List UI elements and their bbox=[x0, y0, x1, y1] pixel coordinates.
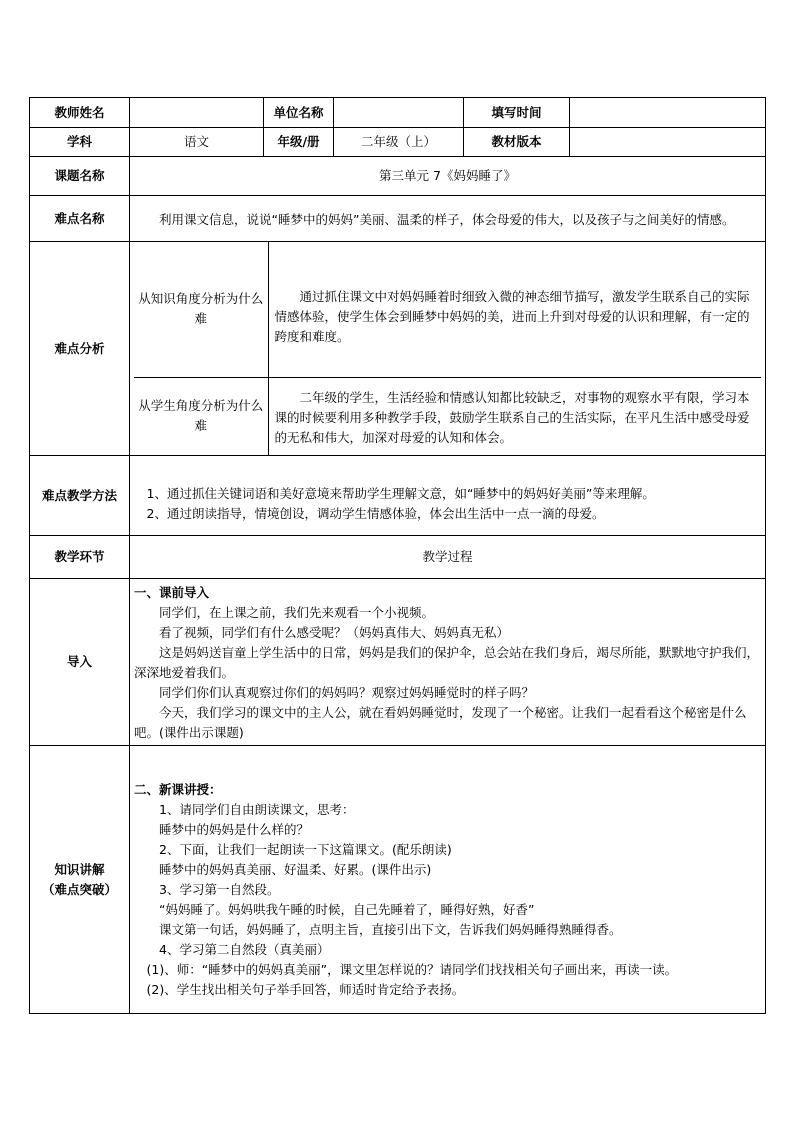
subject-value: 语文 bbox=[130, 128, 264, 157]
process-stage-label: 教学环节 bbox=[30, 536, 130, 579]
row-subject bbox=[30, 128, 766, 157]
edition-label: 教材版本 bbox=[464, 128, 570, 157]
knowledge-heading: 二、新课讲授： bbox=[134, 781, 222, 797]
unit-value bbox=[334, 98, 464, 128]
row-lesson bbox=[30, 157, 766, 196]
row-teacher bbox=[30, 98, 766, 128]
grade-value: 二年级（上） bbox=[334, 128, 464, 157]
knowledge-line: 4、学习第二自然段（真美丽） bbox=[159, 941, 330, 957]
date-value bbox=[570, 98, 766, 128]
grade-label: 年级/册 bbox=[264, 128, 334, 157]
edition-value bbox=[570, 128, 766, 157]
method-item: 1、通过抓住关键词语和美好意境来帮助学生理解文意，如“睡梦中的妈妈好美丽”等来理解。 bbox=[146, 485, 655, 501]
lesson-plan-table bbox=[29, 97, 766, 1014]
process-title: 教学过程 bbox=[130, 536, 766, 579]
knowledge-line: “妈妈睡了。妈妈哄我午睡的时候，自己先睡着了，睡得好熟，好香” bbox=[159, 901, 535, 917]
analysis-label: 难点分析 bbox=[30, 242, 130, 456]
knowledge-line: 睡梦中的妈妈是什么样的？ bbox=[159, 821, 310, 837]
knowledge-line: 课文第一句话，妈妈睡了，点明主旨，直接引出下文，告诉我们妈妈睡得熟睡得香。 bbox=[159, 921, 622, 937]
knowledge-line: 2、下面，让我们一起朗读一下这篇课文。(配乐朗读) bbox=[159, 841, 452, 857]
date-label: 填写时间 bbox=[464, 98, 570, 128]
intro-heading: 一、课前导入 bbox=[134, 585, 210, 600]
student-angle-text: 二年级的学生，生活经验和情感认知都比较缺乏，对事物的观察水平有限，学习本课的时候要利用多种教学手段，鼓励学生联系自己的生活实际，在平凡生活中感受母爱的无私和伟大，加深对母爱的认知和体会。 bbox=[274, 389, 750, 445]
row-analysis bbox=[30, 242, 766, 456]
intro-label: 导入 bbox=[30, 579, 130, 746]
method-label: 难点教学方法 bbox=[30, 456, 130, 536]
subject-label: 学科 bbox=[30, 128, 130, 157]
teacher-value bbox=[130, 98, 264, 128]
knowledge-label: 知识讲解 bbox=[54, 861, 105, 877]
knowledge-line: 3、学习第一自然段。 bbox=[159, 881, 280, 897]
difficulty-label: 难点名称 bbox=[30, 196, 130, 242]
knowledge-line: 睡梦中的妈妈真美丽、好温柔、好累。(课件出示) bbox=[159, 861, 432, 877]
difficulty-text: 利用课文信息，说说“睡梦中的妈妈”美丽、温柔的样子，体会母爱的伟大，以及孩子与之间美好的情感。 bbox=[159, 212, 735, 227]
lesson-label: 课题名称 bbox=[30, 157, 130, 196]
knowledge-line: (2)、学生找出相关句子举手回答，师适时肯定给予表扬。 bbox=[146, 981, 465, 997]
student-angle-label: 从学生角度分析为什么难 bbox=[134, 377, 268, 455]
method-item: 2、通过朗读指导，情境创设，调动学生情感体验，体会出生活中一点一滴的母爱。 bbox=[146, 505, 605, 521]
intro-line: 看了视频，同学们有什么感受呢？（妈妈真伟大、妈妈真无私） bbox=[159, 625, 510, 640]
row-knowledge bbox=[30, 746, 766, 1014]
intro-line: 同学们，在上课之前，我们先来观看一个小视频。 bbox=[159, 605, 435, 620]
row-difficulty bbox=[30, 196, 766, 242]
row-intro bbox=[30, 579, 766, 746]
lesson-title: 第三单元 7《妈妈睡了》 bbox=[130, 157, 766, 196]
intro-line: 同学们你们认真观察过你们的妈妈吗？观察过妈妈睡觉时的样子吗？ bbox=[159, 685, 535, 700]
row-method bbox=[30, 456, 766, 536]
unit-label: 单位名称 bbox=[264, 98, 334, 128]
knowledge-line: (1)、师：“睡梦中的妈妈真美丽”，课文里怎样说的？请同学们找找相关句子画出来，再读一读。 bbox=[146, 961, 678, 977]
row-process-header bbox=[30, 536, 766, 579]
knowledge-angle-label: 从知识角度分析为什么难 bbox=[134, 242, 268, 377]
intro-line: 这是妈妈送盲童上学生活中的日常，妈妈是我们的保护伞，总会站在我们身后，竭尽所能，默默地守护我们，深深地爱着我们。 bbox=[134, 645, 760, 680]
intro-line: 今天，我们学习的课文中的主人公，就在看妈妈睡觉时，发现了一个秘密。让我们一起看看这个秘密是什么吧。(课件出示课题) bbox=[134, 705, 747, 740]
analysis-inner-table bbox=[134, 242, 761, 455]
knowledge-angle-text: 通过抓住课文中对妈妈睡着时细致入微的神态细节描写，激发学生联系自己的实际情感体验，使学生体会到睡梦中妈妈的美，进而上升到对母爱的认识和理解，有一定的跨度和难度。 bbox=[274, 289, 750, 345]
knowledge-line: 1、请同学们自由朗读课文，思考： bbox=[159, 801, 355, 817]
knowledge-sublabel: （难点突破） bbox=[41, 881, 117, 897]
teacher-label: 教师姓名 bbox=[30, 98, 130, 128]
